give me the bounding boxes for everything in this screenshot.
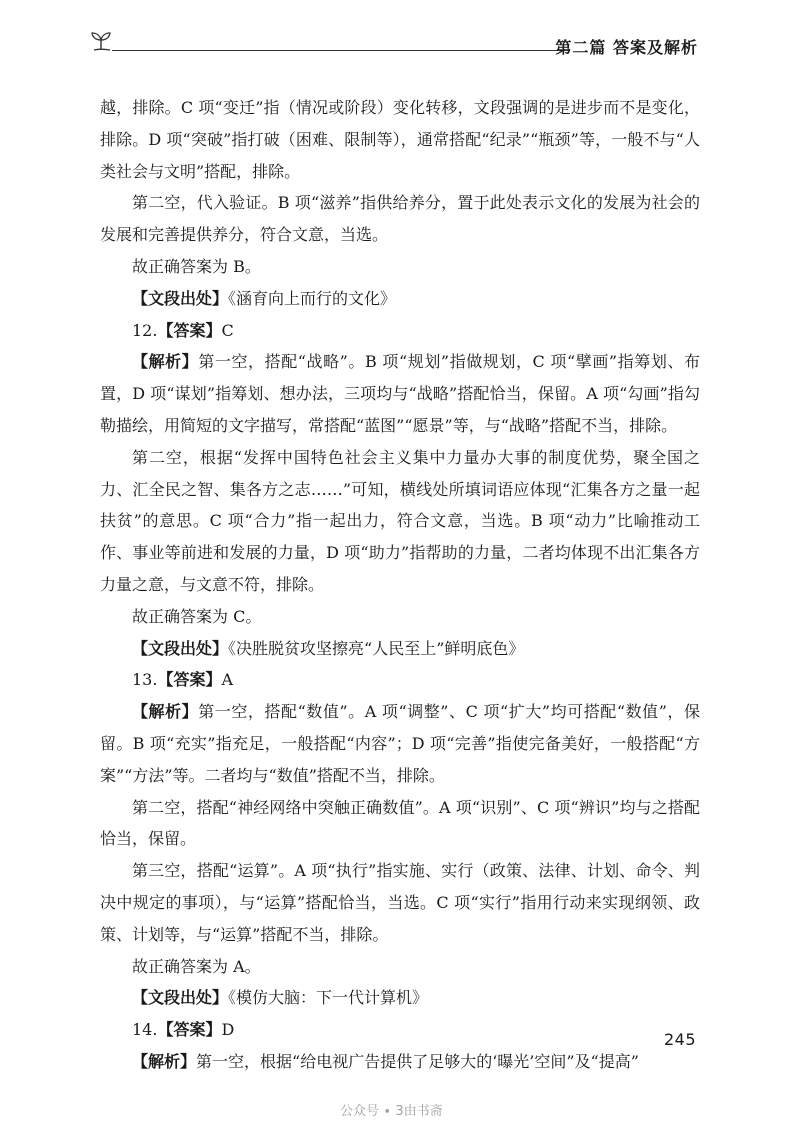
running-header bbox=[92, 28, 704, 62]
source-tag: 【文段出处】 bbox=[132, 288, 229, 308]
source-line bbox=[100, 283, 700, 315]
paragraph: 第二空，根据“发挥中国特色社会主义集中力量办大事的制度优势，聚全国之力、汇全民之智、集各方之志……”可知，横线处所填词语应体现“汇集各方之量一起扶贫”的意思。C 项“合力”指一起出力，符合文意，当选。B 项“动力”比喻推动工作、事业等前进和发展的力量，D 项“助力”指帮助的力量，二者均体现不出汇集各方力量之意，与文意不符，排除。 bbox=[100, 447, 700, 594]
paragraph: 故正确答案为 A。 bbox=[132, 956, 261, 976]
answer-value: D bbox=[221, 1020, 235, 1040]
answer-line bbox=[100, 1014, 700, 1046]
page-body bbox=[100, 92, 700, 1078]
question-number: 14. bbox=[132, 1020, 158, 1040]
source-line bbox=[100, 982, 700, 1014]
analysis-text: 第一空，根据“给电视广告提供了足够大的‘曝光’空间”及“提高” bbox=[196, 1051, 639, 1071]
answer-line bbox=[100, 664, 700, 696]
answer-tag: 【答案】 bbox=[157, 1020, 222, 1040]
analysis-tag: 【解析】 bbox=[132, 1051, 197, 1071]
analysis-paragraph bbox=[100, 1046, 700, 1078]
header-rule bbox=[112, 50, 570, 51]
paragraph: 第二空，搭配“神经网络中突触正确数值”。A 项“识别”、C 项“辨识”均与之搭配恰当，保留。 bbox=[100, 797, 700, 849]
answer-line bbox=[100, 315, 700, 347]
paragraph: 第二空，代入验证。B 项“滋养”指供给养分，置于此处表示文化的发展为社会的发展和完善提供养分，符合文意，当选。 bbox=[100, 193, 700, 245]
paragraph: 第三空，搭配“运算”。A 项“执行”指实施、实行（政策、法律、计划、命令、判决中规定的事项），与“运算”搭配恰当，当选。C 项“实行”指用行动来实现纲领、政策、计划等，与“运算”搭配不当，排除。 bbox=[100, 861, 700, 944]
paragraph: 故正确答案为 C。 bbox=[132, 606, 262, 626]
answer-tag: 【答案】 bbox=[157, 670, 222, 690]
answer-value: C bbox=[221, 320, 234, 340]
question-number: 12. bbox=[132, 320, 158, 340]
sprout-icon bbox=[88, 28, 114, 54]
paragraph: 越，排除。C 项“变迁”指（情况或阶段）变化转移，文段强调的是进步而不是变化，排除。D 项“突破”指打破（困难、限制等），通常搭配“纪录”“瓶颈”等，一般不与“人类社会与文明”搭配，排除。 bbox=[100, 98, 700, 181]
analysis-tag: 【解析】 bbox=[132, 352, 199, 372]
page-number: 245 bbox=[663, 1030, 696, 1049]
answer-tag: 【答案】 bbox=[157, 320, 222, 340]
source-title: 《涵育向上而行的文化》 bbox=[228, 288, 397, 308]
header-title: 第二篇 答案及解析 bbox=[555, 38, 698, 57]
analysis-paragraph bbox=[100, 696, 700, 791]
question-number: 13. bbox=[132, 670, 158, 690]
analysis-paragraph bbox=[100, 346, 700, 441]
analysis-text: 第一空，搭配“数值”。A 项“调整”、C 项“扩大”均可搭配“数值”，保留。B 项“充实”指充足，一般搭配“内容”；D 项“完善”指使完备美好，一般搭配“方案”“方法”等。二者均与“数值”搭配不当，排除。 bbox=[100, 702, 700, 785]
analysis-tag: 【解析】 bbox=[132, 702, 199, 722]
source-title: 《决胜脱贫攻坚擦亮“人民至上”鲜明底色》 bbox=[228, 638, 525, 658]
source-title: 《模仿大脑：下一代计算机》 bbox=[228, 988, 429, 1008]
analysis-text: 第一空，搭配“战略”。B 项“规划”指做规划，C 项“擘画”指筹划、布置，D 项“谋划”指筹划、想办法，三项均与“战略”搭配恰当，保留。A 项“勾画”指勾勒描绘，用简短的文字描写，常搭配“蓝图”“愿景”等，与“战略”搭配不当，排除。 bbox=[100, 352, 700, 435]
source-tag: 【文段出处】 bbox=[132, 988, 229, 1008]
source-line bbox=[100, 633, 700, 665]
paragraph: 故正确答案为 B。 bbox=[132, 256, 261, 276]
answer-value: A bbox=[221, 670, 234, 690]
source-tag: 【文段出处】 bbox=[132, 638, 229, 658]
watermark: 公众号 ∙ 3由书斋 bbox=[340, 1104, 443, 1119]
